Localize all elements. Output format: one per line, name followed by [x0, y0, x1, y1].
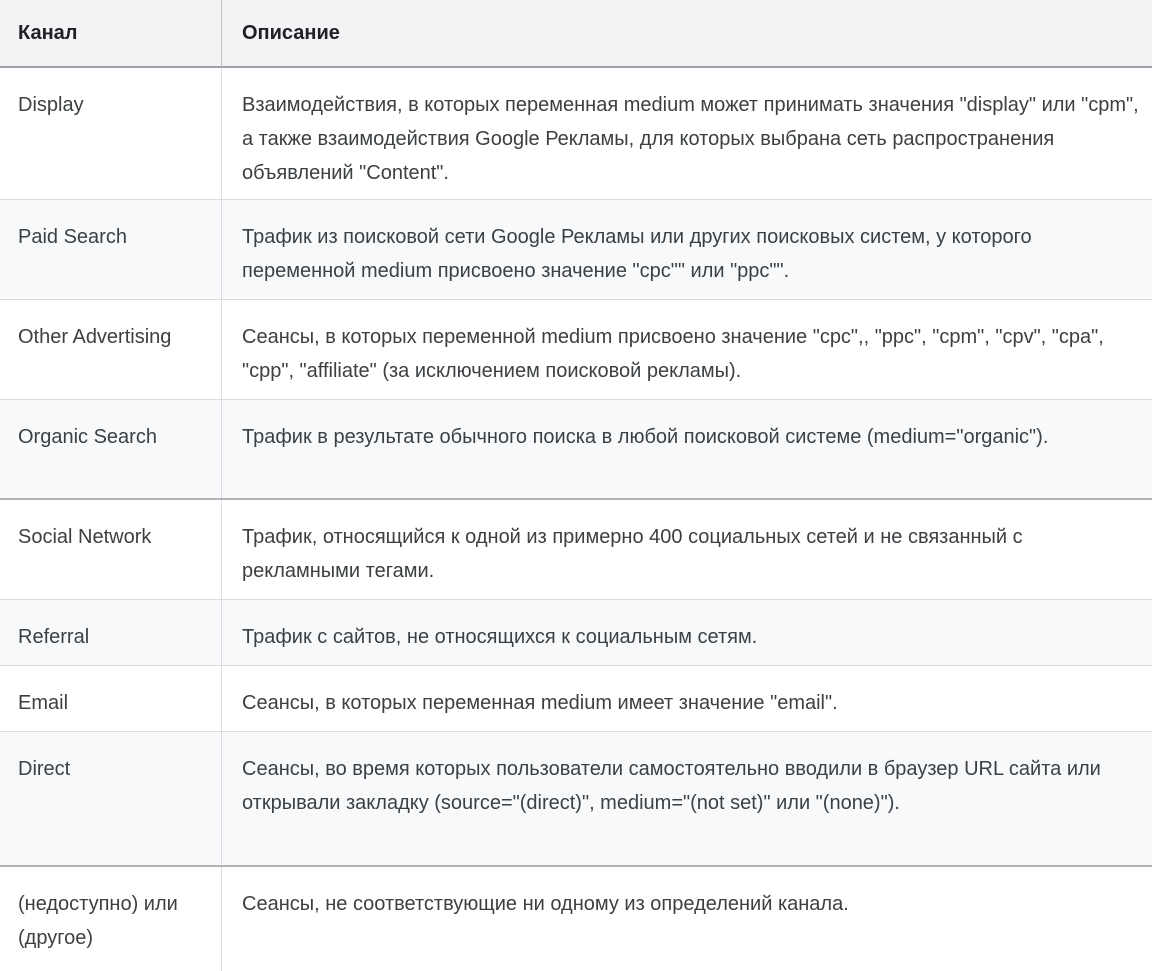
description-cell: Трафик с сайтов, не относящихся к социальным сетям.	[242, 626, 758, 648]
channel-cell: Direct	[0, 732, 222, 865]
description-cell: Сеансы, в которых переменной medium присвоено значение "cpc",, "ppc", "cpm", "cpv", "cpa", "cpp", "affiliate" (за исключением поисковой рекламы).	[242, 326, 1104, 382]
column-header-channel: Канал	[0, 0, 222, 67]
channel-cell: Organic Search	[0, 400, 222, 498]
table-row	[0, 732, 1152, 867]
description-cell: Сеансы, во время которых пользователи самостоятельно вводили в браузер URL сайта или открывали закладку (source="(direct)", medium="(not set)" или "(none)").	[242, 758, 1101, 814]
description-cell: Трафик, относящийся к одной из примерно 400 социальных сетей и не связанный с рекламными тегами.	[242, 526, 1023, 582]
table-row	[0, 68, 1152, 200]
channel-cell: Email	[0, 666, 222, 731]
channel-cell: Paid Search	[0, 200, 222, 299]
table-row	[0, 200, 1152, 300]
channel-cell: Display	[0, 68, 222, 199]
description-cell: Трафик в результате обычного поиска в любой поисковой системе (medium="organic").	[242, 426, 1049, 448]
table-row	[0, 400, 1152, 500]
table-header-row	[0, 0, 1152, 68]
table-row	[0, 500, 1152, 600]
table-row	[0, 600, 1152, 666]
table-row	[0, 300, 1152, 400]
description-cell: Сеансы, не соответствующие ни одному из определений канала.	[242, 893, 849, 915]
column-header-description: Описание	[242, 21, 340, 44]
description-cell: Трафик из поисковой сети Google Рекламы или других поисковых систем, у которого переменной medium присвоено значение "cpc"" или "ppc"".	[242, 226, 1032, 282]
channel-cell: Social Network	[0, 500, 222, 599]
channel-cell: Other Advertising	[0, 300, 222, 399]
table-row	[0, 867, 1152, 971]
channel-cell: Referral	[0, 600, 222, 665]
description-cell: Сеансы, в которых переменная medium имеет значение "email".	[242, 692, 838, 714]
channel-cell: (недоступно) или (другое)	[0, 867, 222, 971]
description-cell: Взаимодействия, в которых переменная medium может принимать значения "display" или "cpm", а также взаимодействия Google Рекламы, для которых выбрана сеть распространения объявлений "Content".	[242, 94, 1139, 184]
table-row	[0, 666, 1152, 732]
